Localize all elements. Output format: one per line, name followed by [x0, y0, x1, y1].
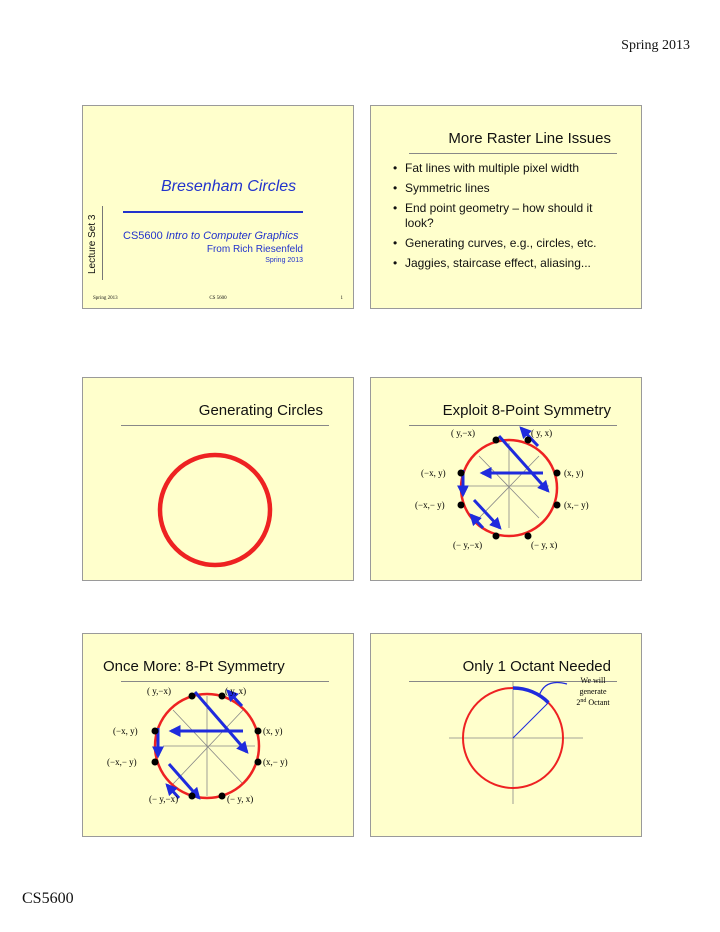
course-line	[123, 230, 299, 242]
title-rule	[123, 211, 303, 213]
slide-footer-date: Spring 2013	[93, 296, 118, 301]
sample-point	[458, 470, 465, 477]
sample-point	[189, 793, 196, 800]
symmetry-arrows	[463, 428, 548, 528]
page-footer-course: CS5600	[22, 890, 74, 907]
red-circle	[160, 455, 270, 565]
slide-title: Once More: 8-Pt Symmetry	[103, 658, 285, 675]
sample-point	[525, 533, 532, 540]
slide-raster-line-issues	[370, 105, 642, 309]
sample-point	[152, 759, 159, 766]
point-label: (− y, x)	[227, 794, 254, 804]
lecture-set-label: Lecture Set 3	[87, 214, 98, 274]
sample-point	[554, 502, 561, 509]
sample-point	[219, 793, 226, 800]
point-label: (x, y)	[263, 726, 283, 736]
slide-title: Exploit 8-Point Symmetry	[442, 402, 611, 419]
sample-point	[493, 533, 500, 540]
title-rule	[409, 153, 617, 154]
point-label: ( y,−x)	[451, 428, 475, 438]
second-octant-arc	[513, 688, 548, 703]
course-code: CS5600	[123, 230, 163, 242]
sample-point	[189, 693, 196, 700]
bullet-item: • End point geometry – how should it look?	[393, 201, 621, 231]
point-label: (−x,− y)	[107, 757, 137, 767]
callout-leader	[539, 683, 567, 697]
point-label: (−x,− y)	[415, 500, 445, 510]
arrow	[499, 436, 548, 491]
slide-one-octant	[370, 633, 642, 837]
author-line: From Rich Riesenfeld	[206, 244, 303, 255]
slide-title: Only 1 Octant Needed	[462, 658, 611, 675]
bullet-item: • Generating curves, e.g., circles, etc.	[393, 236, 621, 251]
slide-bresenham-circles	[82, 105, 354, 309]
sample-point	[554, 470, 561, 477]
arrow	[471, 515, 483, 528]
sample-point	[458, 502, 465, 509]
slide-title: Generating Circles	[198, 402, 323, 419]
point-label: (− y, x)	[531, 540, 558, 550]
point-label: ( y, x)	[531, 428, 553, 438]
slide-8-point-symmetry	[370, 377, 642, 581]
callout-line: generate	[579, 687, 607, 696]
bullet-item: • Fat lines with multiple pixel width	[393, 161, 621, 176]
point-label: ( y,−x)	[147, 686, 171, 696]
point-label: (−x, y)	[113, 726, 138, 736]
point-label: (−x, y)	[421, 468, 446, 478]
octant-figure	[371, 634, 642, 837]
point-label: (x,− y)	[263, 757, 288, 767]
semester-line: Spring 2013	[265, 257, 303, 264]
circle-figure	[83, 378, 354, 581]
point-label: (− y,−x)	[453, 540, 483, 550]
bullet-list	[393, 161, 621, 276]
vertical-divider	[102, 206, 103, 280]
symmetry-figure	[83, 634, 354, 837]
bullet-item: • Jaggies, staircase effect, aliasing...	[393, 256, 621, 271]
page-header-date: Spring 2013	[621, 38, 690, 53]
sample-point	[152, 728, 159, 735]
slide-generating-circles	[82, 377, 354, 581]
bullet-item: • Symmetric lines	[393, 181, 621, 196]
callout-line: We will	[580, 676, 606, 685]
slide-title: Bresenham Circles	[161, 178, 297, 195]
slide-title: More Raster Line Issues	[448, 130, 611, 147]
octant-radius	[513, 703, 548, 738]
point-label: (x,− y)	[564, 500, 589, 510]
callout-line: 2nd Octant	[576, 698, 610, 707]
slide-footer-number: 1	[340, 296, 343, 301]
point-label: ( y, x)	[225, 686, 247, 696]
slide-once-more-symmetry	[82, 633, 354, 837]
point-label: (x, y)	[564, 468, 584, 478]
slide-footer-course: CS 5600	[209, 296, 227, 301]
point-label: (− y,−x)	[149, 794, 179, 804]
sample-point	[255, 759, 262, 766]
symmetry-figure	[371, 378, 642, 581]
course-name: Intro to Computer Graphics	[165, 230, 299, 242]
sample-point	[493, 437, 500, 444]
sample-point	[255, 728, 262, 735]
